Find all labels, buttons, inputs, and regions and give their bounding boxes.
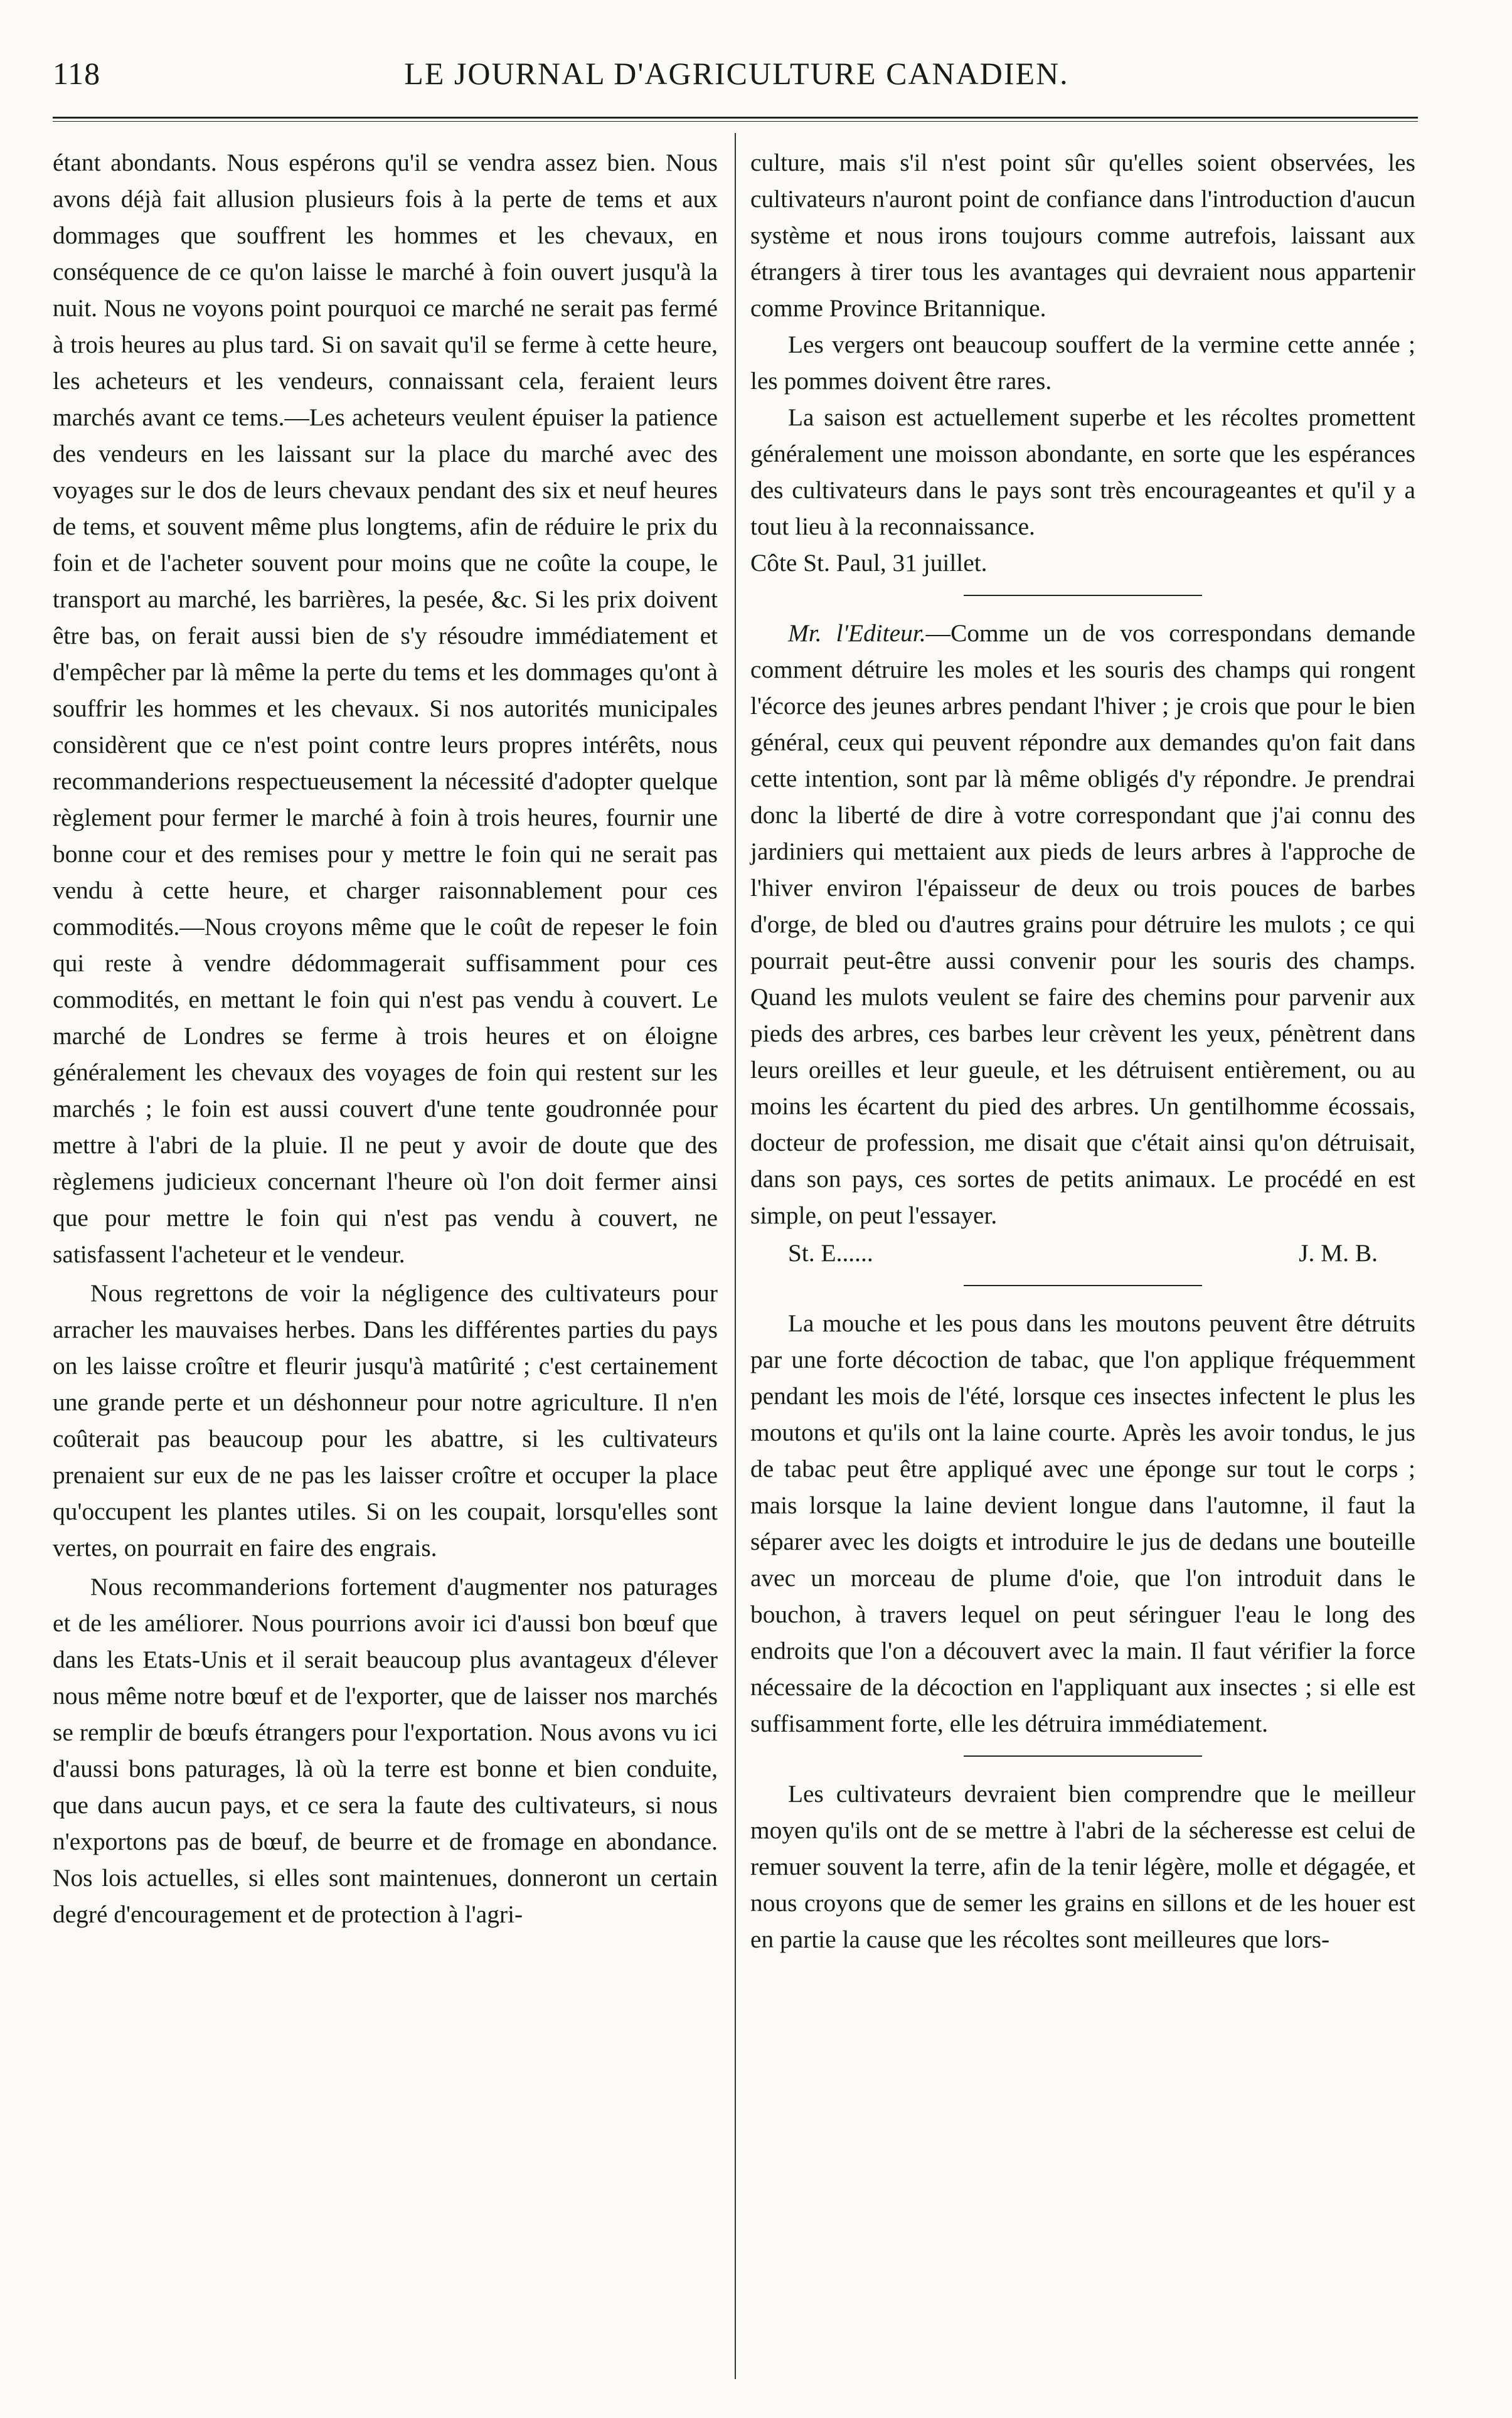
section-separator bbox=[964, 1755, 1202, 1757]
running-title: LE JOURNAL D'AGRICULTURE CANADIEN. bbox=[404, 56, 1069, 91]
left-column bbox=[53, 144, 718, 1932]
header-rule bbox=[53, 117, 1418, 122]
signature-place: St. E...... bbox=[788, 1239, 873, 1267]
paragraph-letter bbox=[750, 615, 1415, 1233]
section-separator bbox=[964, 1285, 1202, 1286]
page-number: 118 bbox=[53, 56, 101, 91]
paragraph-hay-market: étant abondants. Nous espérons qu'il se vendra assez bien. Nous avons déjà fait allusion plusieurs fois à la perte de tems et aux dommages que souffrent les hommes et les chevaux, en conséquence de ce qu'on laisse le marché à foin ouvert jusqu'à la nuit. Nous ne voyons point pourquoi ce marché ne serait pas fermé à trois heures au plus tard. Si on savait qu'il se ferme à cette heure, les acheteurs et les vendeurs, connaissant cela, feraient leurs marchés avant ce tems.—Les acheteurs veulent épuiser la patience des vendeurs en les laissant sur la place du marché avec des voyages sur le dos de leurs chevaux pendant des six et neuf heures de tems, et souvent même plus longtems, afin de réduire le prix du foin et de l'acheter souvent pour moins que ne coûte la coupe, le transport au marché, les barrières, la pesée, &c. Si les prix doivent être bas, on ferait aussi bien de s'y résoudre immédiatement et d'empêcher par là même la perte du tems et les dommages qu'ont à souffrir les hommes et les chevaux. Si nos autorités municipales considèrent que ce n'est point contre leurs propres intérêts, nous recommanderions respectueusement la nécessité d'adopter quelque règlement pour fermer le marché à foin à trois heures, fournir une bonne cour et des remises pour y mettre le foin qui ne serait pas vendu à cette heure, et charger raisonnablement pour ces commodités.—Nous croyons même que le coût de repeser le foin qui reste à vendre dédommagerait suffisamment pour ces commodités, en mettant le foin qui n'est pas vendu à couvert. Le marché de Londres se ferme à trois heures et on éloigne généralement les chevaux des voyages de foin qui restent sur les marchés ; le foin est aussi couvert d'une tente goudronnée pour mettre à l'abri de la pluie. Il ne peut y avoir de doute que des règlemens judicieux concernant l'heure où l'on doit fermer ainsi que pour mettre le foin qui n'est pas vendu à couvert, ne satisfassent l'acheteur et le vendeur. bbox=[53, 149, 718, 1268]
page-header bbox=[53, 55, 1420, 105]
paragraph-continuation: culture, mais s'il n'est point sûr qu'elles soient observées, les cultivateurs n'auront point de confiance dans l'introduction d'aucun système et nous irons toujours comme autrefois, laissant aux étrangers à tirer tous les avantages qui devraient nous appartenir comme Province Britannique. bbox=[750, 149, 1415, 322]
signature-initials: J. M. B. bbox=[1299, 1239, 1378, 1267]
letter-body: —Comme un de vos correspondans demande comment détruire les moles et les souris des champs qui rongent l'écorce des jeunes arbres pendant l'hiver ; je crois que pour le bien général, ceux qui peuvent répondre aux demandes qu'on fait dans cette intention, sont par là même obligés d'y répondre. Je prendrai donc la liberté de dire à votre correspondant que j'ai connu des jardiniers qui mettaient aux pieds de leurs arbres à l'approche de l'hiver environ l'épaisseur de deux ou trois pouces de barbes d'orge, de bled ou d'autres grains pour détruire les mulots ; ce qui pourrait peut-être aussi convenir pour les souris des champs. Quand les mulots veulent se faire des chemins pour parvenir aux pieds des arbres, ces barbes leur crèvent les yeux, pénètrent dans leurs oreilles et leur gueule, et les détruisent entièrement, ou au moins les écartent du pied des arbres. Un gentilhomme écossais, docteur de profession, me disait que c'était ainsi qu'on détruisait, dans son pays, ces sortes de petits animaux. Le procédé en est simple, on peut l'essayer. bbox=[750, 619, 1415, 1229]
paragraph-pastures: Nous recommanderions fortement d'augmenter nos paturages et de les améliorer. Nous pourrions avoir ici d'aussi bon bœuf que dans les Etats-Unis et il serait beaucoup plus avantageux d'élever nous même notre bœuf et de l'exporter, que de laisser nos marchés se remplir de bœufs étrangers pour l'exportation. Nous avons vu ici d'aussi bons paturages, là où la terre est bonne et bien conduite, que dans aucun pays, et ce sera la faute des cultivateurs, si nous n'exportons pas de bœuf, de beurre et de fromage en abondance. Nos lois actuelles, si elles sont maintenues, donneront un certain degré d'encouragement et de protection à l'agri- bbox=[53, 1573, 718, 1928]
paragraph-weeds: Nous regrettons de voir la négligence des cultivateurs pour arracher les mauvaises herbes. Dans les différentes parties du pays on les laisse croître et fleurir jusqu'à matûrité ; c'est certainement une grande perte et un déshonneur pour notre agriculture. Il n'en coûterait pas beaucoup pour les abattre, si les cultivateurs prenaient sur eux de ne pas les laisser croître et occuper la place qu'occupent les plantes utiles. Si on les coupait, lorsqu'elles sont vertes, on pourrait en faire des engrais. bbox=[53, 1279, 718, 1562]
letter-salutation: Mr. l'Editeur. bbox=[788, 619, 926, 647]
paragraph-orchards: Les vergers ont beaucoup souffert de la vermine cette année ; les pommes doivent être rares. bbox=[750, 331, 1415, 395]
paragraph-sheep-flies: La mouche et les pous dans les moutons peuvent être détruits par une forte décoction de tabac, que l'on applique fréquemment pendant les mois de l'été, lorsque ces insectes infectent le plus les moutons et qu'ils ont la laine courte. Après les avoir tondus, le jus de tabac peut être appliqué avec une éponge sur tout le corps ; mais lorsque la laine devient longue dans l'automne, il faut la séparer avec les doigts et introduire le jus de dedans une bouteille avec un morceau de plume d'oie, que l'on introduit dans le bouchon, à travers lequel on peut séringuer l'eau le long des endroits que l'on a découvert avec la main. Il faut vérifier la force nécessaire de la décoction en l'appliquant aux insectes ; si elle est suffisamment forte, elle les détruira immédiatement. bbox=[750, 1309, 1415, 1737]
column-divider bbox=[735, 133, 736, 2379]
dateline: Côte St. Paul, 31 juillet. bbox=[750, 549, 988, 577]
paragraph-drought: Les cultivateurs devraient bien comprendre que le meilleur moyen qu'ils ont de se mettre à l'abri de la sécheresse est celui de remuer souvent la terre, afin de la tenir légère, molle et dégagée, et nous croyons que de semer les grains en sillons et de les houer est en partie la cause que les récoltes sont meilleures que lors- bbox=[750, 1780, 1415, 1953]
paragraph-season: La saison est actuellement superbe et les récoltes promettent généralement une moisson abondante, en sorte que les espérances des cultivateurs dans le pays sont très encourageantes et qu'il y a tout lieu à la reconnaissance. bbox=[750, 403, 1415, 540]
letter-signature bbox=[750, 1235, 1415, 1271]
section-separator bbox=[964, 595, 1202, 596]
right-column bbox=[750, 144, 1415, 1957]
